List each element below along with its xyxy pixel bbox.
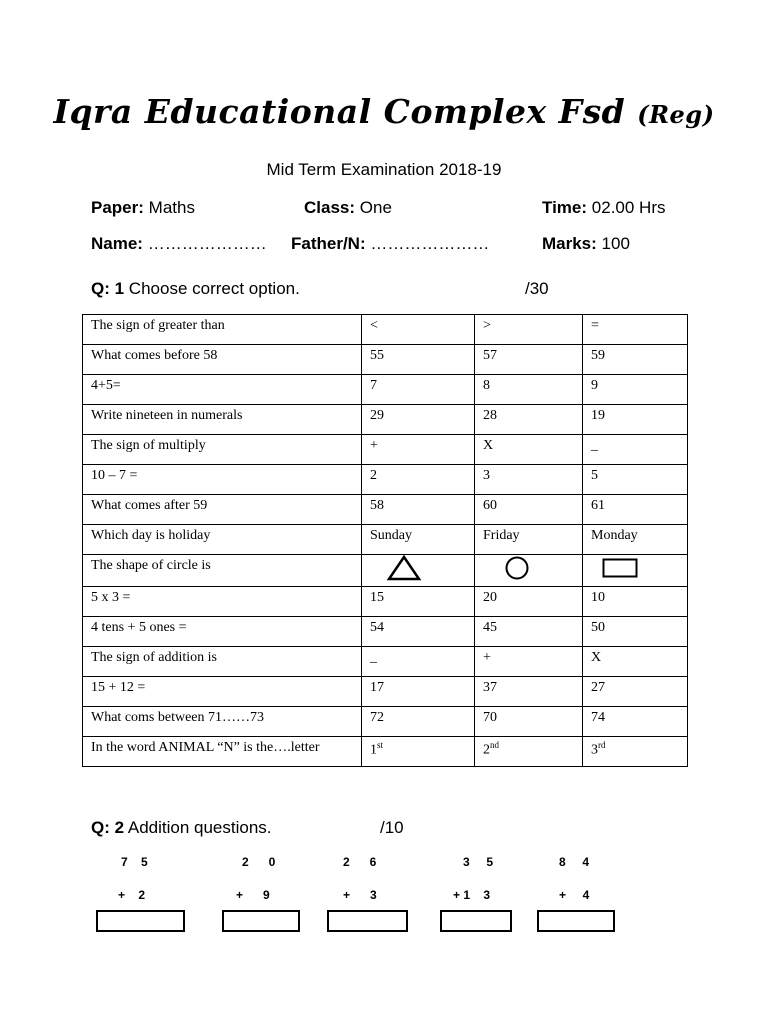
problem-2-bottom: + 9 — [236, 888, 270, 902]
option-c[interactable] — [583, 525, 688, 555]
problem-3-answer-box[interactable] — [327, 910, 408, 932]
question-text: 15 + 12 = — [83, 677, 362, 707]
q1-heading — [91, 279, 300, 299]
option-value: 70 — [483, 710, 497, 725]
option-b[interactable] — [475, 345, 583, 375]
option-c[interactable] — [583, 375, 688, 405]
q1-row — [83, 465, 688, 495]
option-value: 3 — [483, 468, 490, 483]
option-value: Friday — [483, 528, 520, 543]
name-value: ………………… — [147, 234, 267, 253]
option-a[interactable] — [362, 647, 475, 677]
option-b[interactable] — [475, 737, 583, 767]
option-value: 60 — [483, 498, 497, 513]
problem-5-top: 8 4 — [559, 855, 590, 869]
q1-row — [83, 707, 688, 737]
time-value: 02.00 Hrs — [591, 198, 666, 217]
option-value: 54 — [370, 620, 384, 635]
marks-value: 100 — [601, 234, 630, 253]
q2-text: Addition questions. — [127, 818, 272, 837]
question-text: 4 tens + 5 ones = — [83, 617, 362, 647]
problem-2-answer-box[interactable] — [222, 910, 300, 932]
problem-5-answer-box[interactable] — [537, 910, 615, 932]
q1-row — [83, 617, 688, 647]
option-a[interactable] — [362, 345, 475, 375]
option-value: 58 — [370, 498, 384, 513]
question-text: What comes before 58 — [83, 345, 362, 375]
class-value: One — [359, 198, 392, 217]
option-value: X — [591, 650, 602, 665]
q1-row — [83, 495, 688, 525]
option-value: = — [591, 318, 599, 333]
option-value: X — [483, 438, 494, 453]
class-label: Class: — [304, 198, 356, 217]
option-a[interactable] — [362, 465, 475, 495]
option-a[interactable] — [362, 677, 475, 707]
name-label: Name: — [91, 234, 143, 253]
question-text: The sign of multiply — [83, 435, 362, 465]
option-value: _ — [591, 438, 598, 453]
q1-marks: /30 — [525, 279, 549, 298]
triangle-shape-icon — [386, 555, 422, 581]
option-value: 45 — [483, 620, 497, 635]
option-b[interactable] — [475, 435, 583, 465]
option-value: 2 — [483, 742, 490, 758]
option-b[interactable] — [475, 405, 583, 435]
option-b[interactable] — [475, 647, 583, 677]
problem-1-bottom: + 2 — [118, 888, 146, 902]
option-value: _ — [370, 650, 377, 665]
option-b[interactable] — [475, 677, 583, 707]
option-value: 10 — [591, 590, 605, 605]
option-value: 15 — [370, 590, 384, 605]
option-value: 74 — [591, 710, 605, 725]
option-a[interactable] — [362, 707, 475, 737]
paper-label: Paper: — [91, 198, 144, 217]
option-value: 28 — [483, 408, 497, 423]
option-b[interactable] — [475, 555, 583, 587]
option-value: 50 — [591, 620, 605, 635]
q1-label: Q: 1 — [91, 279, 125, 298]
option-value: 61 — [591, 498, 605, 513]
option-b[interactable] — [475, 315, 583, 345]
father-value: ………………… — [370, 234, 490, 253]
option-c[interactable] — [583, 435, 688, 465]
problem-1-top: 7 5 — [121, 855, 148, 869]
question-text: Which day is holiday — [83, 525, 362, 555]
option-b[interactable] — [475, 617, 583, 647]
ordinal-suffix: rd — [598, 740, 606, 750]
option-a[interactable] — [362, 495, 475, 525]
option-value: 8 — [483, 378, 490, 393]
q1-row — [83, 405, 688, 435]
paper-value: Maths — [148, 198, 195, 217]
option-value: Sunday — [370, 528, 412, 543]
option-value: 57 — [483, 348, 497, 363]
option-c[interactable] — [583, 495, 688, 525]
option-value: > — [483, 318, 491, 333]
option-value: 1 — [370, 742, 377, 758]
option-a[interactable] — [362, 435, 475, 465]
option-a[interactable] — [362, 587, 475, 617]
option-c[interactable] — [583, 465, 688, 495]
question-text: 4+5= — [83, 375, 362, 405]
option-a[interactable] — [362, 315, 475, 345]
problem-4-bottom: + 1 3 — [453, 888, 491, 902]
problem-2-top: 2 0 — [242, 855, 276, 869]
problem-3-bottom: + 3 — [343, 888, 377, 902]
time-label: Time: — [542, 198, 588, 217]
problem-4-answer-box[interactable] — [440, 910, 512, 932]
problem-5-bottom: + 4 — [559, 888, 590, 902]
q2-heading — [91, 818, 272, 838]
option-c[interactable] — [583, 677, 688, 707]
q2-label: Q: 2 — [91, 818, 125, 837]
question-text: 10 – 7 = — [83, 465, 362, 495]
option-a[interactable] — [362, 405, 475, 435]
ordinal-suffix: nd — [490, 740, 499, 750]
father-label: Father/N: — [291, 234, 366, 253]
school-title — [0, 92, 768, 131]
problem-4-top: 3 5 — [463, 855, 494, 869]
option-c[interactable] — [583, 737, 688, 767]
option-b[interactable] — [475, 587, 583, 617]
exam-title: Mid Term Examination 2018-19 — [266, 160, 502, 179]
option-value: + — [483, 650, 491, 665]
q1-text: Choose correct option. — [128, 279, 300, 298]
q1-table — [82, 314, 688, 767]
option-c[interactable] — [583, 315, 688, 345]
ordinal-suffix: st — [377, 740, 384, 750]
q1-row — [83, 345, 688, 375]
option-value: 7 — [370, 378, 377, 393]
option-a[interactable] — [362, 525, 475, 555]
question-text: What comes after 59 — [83, 495, 362, 525]
option-value: Monday — [591, 528, 638, 543]
option-value: 55 — [370, 348, 384, 363]
option-a[interactable] — [362, 375, 475, 405]
option-a[interactable] — [362, 617, 475, 647]
q2-marks: /10 — [380, 818, 404, 837]
question-text: What coms between 71……73 — [83, 707, 362, 737]
time-field — [542, 198, 665, 218]
q1-row — [83, 375, 688, 405]
marks-field — [542, 234, 630, 254]
q1-row — [83, 737, 688, 767]
option-c[interactable] — [583, 405, 688, 435]
option-value: 3 — [591, 742, 598, 758]
option-value: 2 — [370, 468, 377, 483]
class-field — [304, 198, 392, 218]
problem-3-top: 2 6 — [343, 855, 377, 869]
option-c[interactable] — [583, 555, 688, 587]
option-c[interactable] — [583, 345, 688, 375]
q1-row — [83, 587, 688, 617]
option-b[interactable] — [475, 465, 583, 495]
paper-field — [91, 198, 195, 218]
q1-row — [83, 677, 688, 707]
option-value: 9 — [591, 378, 598, 393]
option-c[interactable] — [583, 647, 688, 677]
option-value: 29 — [370, 408, 384, 423]
q1-row — [83, 315, 688, 345]
option-c[interactable] — [583, 587, 688, 617]
option-a[interactable] — [362, 737, 475, 767]
problem-1-answer-box[interactable] — [96, 910, 185, 932]
option-a[interactable] — [362, 555, 475, 587]
option-b[interactable] — [475, 375, 583, 405]
q1-row — [83, 435, 688, 465]
option-value: 19 — [591, 408, 605, 423]
question-text: The sign of addition is — [83, 647, 362, 677]
option-b[interactable] — [475, 495, 583, 525]
father-name-field — [291, 234, 489, 254]
option-c[interactable] — [583, 707, 688, 737]
marks-label: Marks: — [542, 234, 597, 253]
rectangle-shape-icon — [602, 558, 638, 578]
option-value: + — [370, 438, 378, 453]
circle-shape-icon — [504, 555, 530, 581]
q1-row — [83, 647, 688, 677]
question-text: Write nineteen in numerals — [83, 405, 362, 435]
option-value: 37 — [483, 680, 497, 695]
option-b[interactable] — [475, 525, 583, 555]
question-text: 5 x 3 = — [83, 587, 362, 617]
question-text: In the word ANIMAL “N” is the….letter — [83, 737, 362, 767]
question-text: The sign of greater than — [83, 315, 362, 345]
option-value: 59 — [591, 348, 605, 363]
option-c[interactable] — [583, 617, 688, 647]
option-value: 27 — [591, 680, 605, 695]
option-value: 72 — [370, 710, 384, 725]
option-b[interactable] — [475, 707, 583, 737]
option-value: 20 — [483, 590, 497, 605]
option-value: 5 — [591, 468, 598, 483]
question-text: The shape of circle is — [83, 555, 362, 587]
reg-label: (Reg) — [637, 100, 715, 129]
option-value: 17 — [370, 680, 384, 695]
option-value: < — [370, 318, 378, 333]
name-field — [91, 234, 267, 254]
q1-row — [83, 525, 688, 555]
school-name: Iqra Educational Complex Fsd — [53, 92, 626, 131]
q1-row — [83, 555, 688, 587]
